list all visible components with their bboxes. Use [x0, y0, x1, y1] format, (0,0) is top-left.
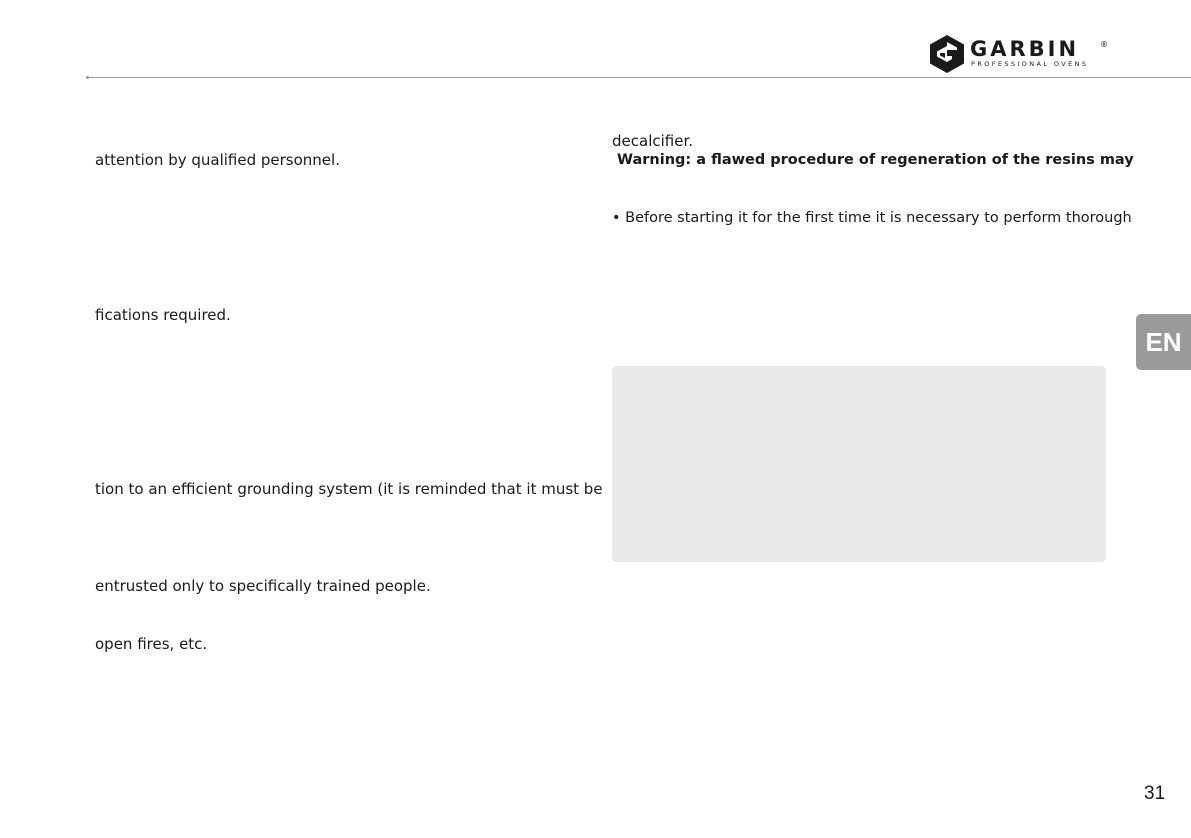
left-text-line: open fires, etc. — [95, 635, 208, 653]
resin-regeneration-warning: Warning: a flawed procedure of regeneration of the resins may — [617, 152, 1134, 168]
garbin-logo — [928, 34, 1108, 74]
note-box — [612, 366, 1106, 562]
brand-tagline: PROFESSIONAL OVENS — [971, 60, 1089, 68]
language-tab[interactable]: EN — [1136, 314, 1191, 370]
header-rule — [88, 77, 1191, 78]
left-text-line: fications required. — [95, 306, 231, 324]
first-start-bullet: • Before starting it for the first time it is necessary to perform thorough — [612, 210, 1132, 226]
registered-mark: ® — [1100, 40, 1108, 49]
page-number: 31 — [1144, 783, 1166, 804]
right-text-decalcifier: decalcifier. — [612, 132, 694, 150]
left-text-line: tion to an efficient grounding system (it is reminded that it must be — [95, 480, 603, 498]
garbin-logo-icon — [928, 34, 966, 74]
brand-name: GARBIN — [970, 37, 1080, 61]
left-text-line: attention by qualified personnel. — [95, 151, 340, 169]
left-text-line: entrusted only to specifically trained people. — [95, 577, 431, 595]
